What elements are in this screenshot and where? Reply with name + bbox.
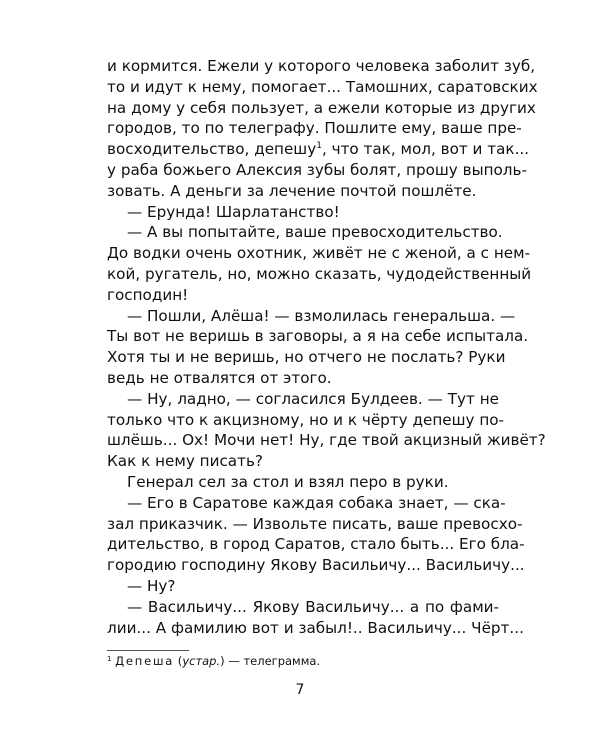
text-line-content: Ты вот не веришь в заговоры, а я на себе испытала. bbox=[107, 327, 529, 346]
text-line bbox=[107, 389, 499, 410]
text-line bbox=[107, 160, 527, 181]
text-line bbox=[107, 202, 499, 223]
text-line-continuation: , что так, мол, вот и так... bbox=[321, 140, 530, 159]
text-line-content: на дому у себя пользует, а ежели которые из других bbox=[107, 98, 536, 117]
text-line-content: ведь не отвалятся от этого. bbox=[107, 368, 332, 387]
text-line bbox=[107, 534, 525, 555]
text-line bbox=[107, 430, 546, 451]
text-line-content: городию господину Якову Васильичу... Васильичу... bbox=[107, 556, 525, 575]
text-line-content: кой, ругатель, но, можно сказать, чудодейственный bbox=[107, 264, 532, 283]
text-line bbox=[107, 77, 538, 98]
text-line-content: — Ерунда! Шарлатанство! bbox=[127, 202, 340, 221]
page-number: 7 bbox=[295, 682, 305, 698]
text-line-content: лии... А фамилию вот и забыл!.. Васильичу... Чёрт... bbox=[107, 618, 524, 637]
text-line-content: шлёшь... Ох! Мочи нет! Ну, где твой акцизный живёт? bbox=[107, 431, 546, 450]
text-line bbox=[107, 493, 506, 514]
text-line-content: зовать. А деньги за лечение почтой пошлёте. bbox=[107, 181, 477, 200]
text-line bbox=[107, 514, 523, 535]
text-line bbox=[107, 118, 522, 139]
text-line bbox=[107, 56, 536, 77]
body-text bbox=[107, 56, 546, 638]
footnote-label: устар. bbox=[182, 654, 221, 668]
footnote-definition: — телеграмма. bbox=[228, 654, 321, 668]
text-line-content: До водки очень охотник, живёт не с женой, а с нем- bbox=[107, 244, 531, 263]
text-line bbox=[107, 368, 499, 389]
text-line bbox=[107, 618, 524, 639]
text-line bbox=[107, 285, 499, 306]
footnote-reference: 1 bbox=[316, 141, 322, 152]
text-line bbox=[107, 347, 506, 368]
text-line bbox=[107, 472, 499, 493]
text-line-content: восходительство, депешу bbox=[107, 140, 317, 159]
text-line-content: господин! bbox=[107, 285, 189, 304]
text-line bbox=[107, 181, 499, 202]
text-line-content: только что к акцизному, но и к чёрту депешу по- bbox=[107, 410, 505, 429]
text-line-content: Генерал сел за стол и взял перо в руки. bbox=[127, 472, 449, 491]
text-line-content: городов, то по телеграфу. Пошлите ему, ваше пре- bbox=[107, 119, 522, 138]
text-line bbox=[107, 306, 516, 327]
footnote: $^1$ Депеша (устар.) — телеграмма. bbox=[107, 654, 321, 668]
text-line bbox=[107, 410, 505, 431]
text-line-content: Как к нему писать? bbox=[107, 452, 263, 471]
text-line-content: зал приказчик. — Извольте писать, ваше превосхо- bbox=[107, 514, 523, 533]
text-line bbox=[107, 98, 536, 119]
footnote-marker: 1 bbox=[107, 655, 112, 663]
text-line bbox=[107, 264, 532, 285]
text-line-content: то и идут к нему, помогает... Тамошних, саратовских bbox=[107, 77, 538, 96]
text-line-content: дительство, в город Саратов, стало быть... Его бла- bbox=[107, 535, 525, 554]
footnote-divider bbox=[107, 650, 189, 651]
text-line bbox=[107, 139, 530, 160]
text-line-content: у раба божьего Алексия зубы болят, прошу выполь- bbox=[107, 160, 527, 179]
text-line bbox=[107, 451, 499, 472]
text-line-content: Хотя ты и не веришь, но отчего не послать? Руки bbox=[107, 348, 506, 367]
text-line bbox=[107, 326, 529, 347]
text-line-content: и кормится. Ежели у которого человека заболит зуб, bbox=[107, 57, 536, 75]
text-line-content: — Пошли, Алёша! — взмолилась генеральша. — bbox=[127, 306, 516, 325]
text-line bbox=[107, 243, 531, 264]
text-line bbox=[107, 555, 525, 576]
footnote-term: Депеша bbox=[115, 654, 175, 668]
text-line bbox=[107, 597, 499, 618]
text-line-content: — Его в Саратове каждая собака знает, — ска- bbox=[127, 493, 506, 512]
text-line bbox=[107, 222, 503, 243]
text-line-content: — Ну, ладно, — согласился Булдеев. — Тут не bbox=[127, 389, 499, 408]
text-line bbox=[107, 576, 499, 597]
text-line-content: — Васильичу... Якову Васильичу... а по фами- bbox=[127, 597, 499, 616]
text-line-content: — Ну? bbox=[127, 576, 176, 595]
text-line-content: — А вы попытайте, ваше превосходительство. bbox=[127, 223, 503, 242]
